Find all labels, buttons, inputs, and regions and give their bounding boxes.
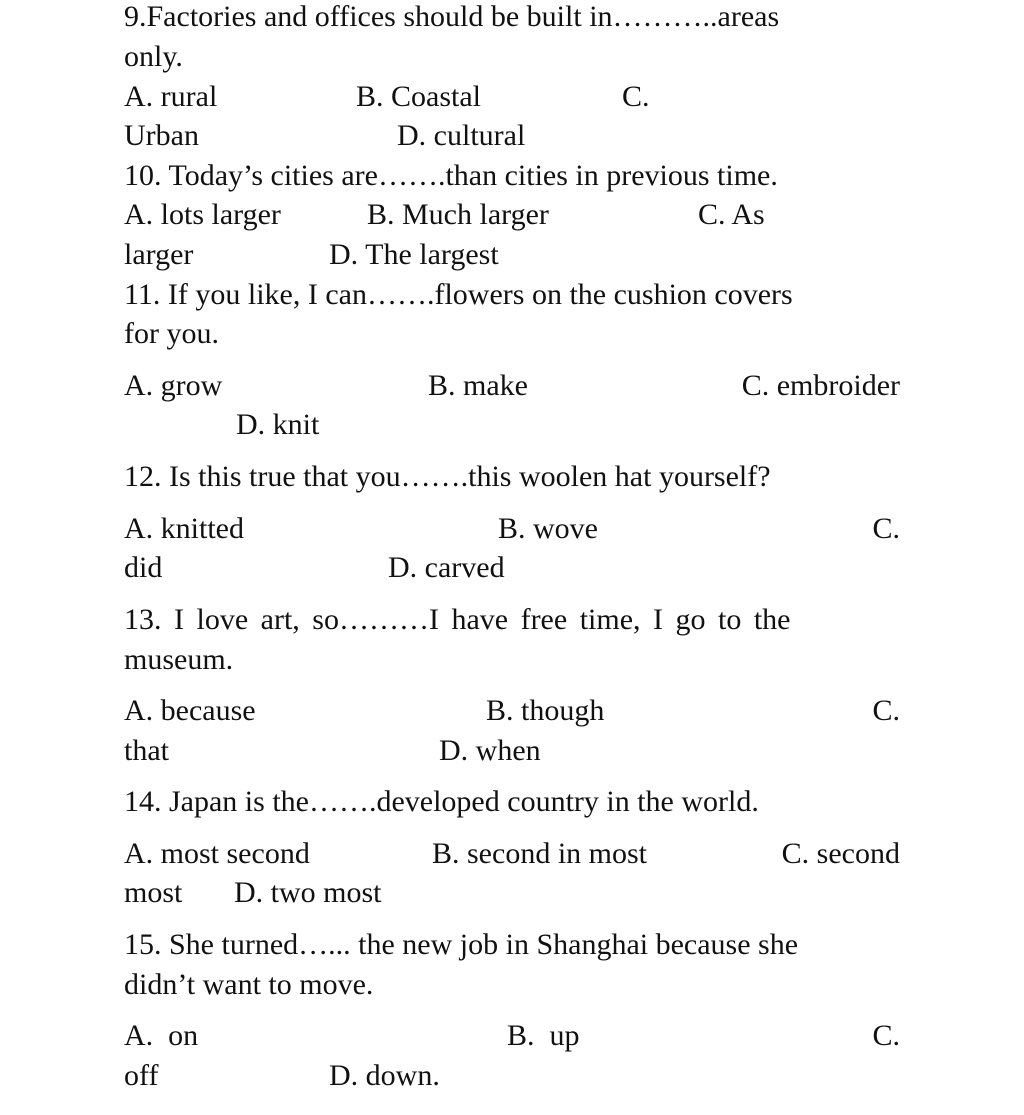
q14-option-c-text: most [124,876,183,909]
q15-option-c-text: off [124,1059,159,1092]
q13-option-b: B. though [486,694,605,727]
q12-stem-line-1: 12. Is this true that you…….this woolen hat yourself? [124,460,771,493]
q9-option-b: B. Coastal [356,80,481,113]
q15-option-b: B. up [507,1019,580,1052]
q11-stem-line-1: 11. If you like, I can…….flowers on the cushion covers [124,278,793,311]
q15-stem-line-1: 15. She turned…... the new job in Shanghai because she [124,928,799,961]
q11-stem-line-2: for you. [124,317,219,350]
q13-stem-line-1: 13. I love art, so………I have free time, I go to the [124,603,791,636]
q12-option-a: A. knitted [124,512,244,545]
q10-option-d: D. The largest [329,238,499,271]
q14-option-d: D. two most [234,876,382,909]
q15-option-d: D. down. [329,1059,440,1092]
q9-option-c: C. [622,80,650,113]
q13-option-c-text: that [124,734,169,767]
q13-option-a: A. because [124,694,256,727]
q10-option-c: C. As [698,198,765,231]
q15-option-c: C. [872,1019,900,1052]
q14-stem-line-1: 14. Japan is the…….developed country in the world. [124,785,759,818]
q11-option-c: C. embroider [741,369,900,402]
q13-stem-line-2: museum. [124,643,234,676]
q9-stem-line-1: 9.Factories and offices should be built in………..areas [124,0,780,33]
q11-option-d: D. knit [236,408,320,441]
q14-option-a: A. most second [124,837,310,870]
q10-stem-line-1: 10. Today’s cities are…….than cities in previous time. [124,159,778,192]
q12-option-d: D. carved [388,551,505,584]
q10-option-c-text: larger [124,238,194,271]
q11-option-b: B. make [428,369,528,402]
q9-option-d: D. cultural [397,119,526,152]
q12-option-c-text: did [124,551,163,584]
q11-option-a: A. grow [124,369,223,402]
q13-option-c: C. [872,694,900,727]
q15-option-a: A. on [124,1019,199,1052]
q15-stem-line-2: didn’t want to move. [124,968,374,1001]
q13-option-d: D. when [439,734,541,767]
q10-option-a: A. lots larger [124,198,281,231]
q14-option-c: C. second [781,837,900,870]
q9-option-c-text: Urban [124,119,199,152]
q9-stem-line-2: only. [124,40,183,73]
q12-option-b: B. wove [498,512,598,545]
q14-option-b: B. second in most [432,837,647,870]
q10-option-b: B. Much larger [367,198,549,231]
q9-option-a: A. rural [124,80,218,113]
q12-option-c: C. [872,512,900,545]
